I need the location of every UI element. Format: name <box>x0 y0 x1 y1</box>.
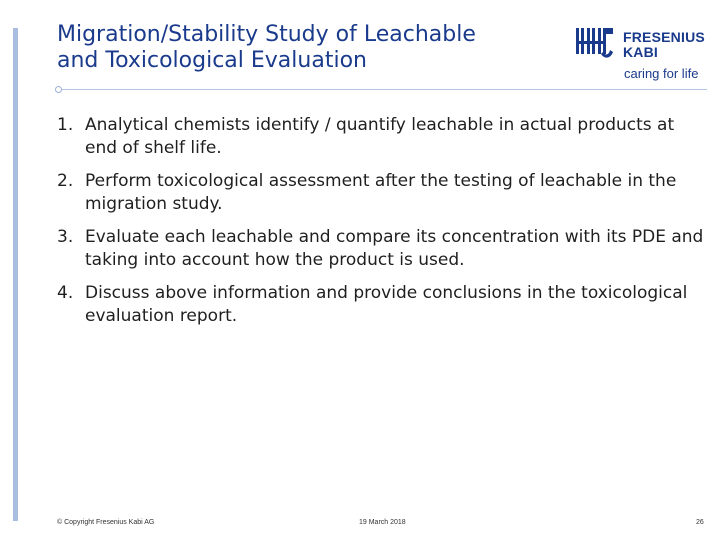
title-line-1: Migration/Stability Study of Leachable <box>57 22 476 47</box>
list-item-number: 2. <box>57 171 74 191</box>
logo-tagline: caring for life <box>624 66 699 81</box>
slide-title <box>57 22 557 74</box>
list-item <box>57 170 707 216</box>
list-item-text: Discuss above information and provide conclusions in the toxicological evaluation report. <box>85 283 688 326</box>
list-item-number: 3. <box>57 227 74 247</box>
numbered-list <box>57 114 707 338</box>
list-item-number: 1. <box>57 115 74 135</box>
fresenius-logo-icon <box>575 24 615 64</box>
title-line-2: and Toxicological Evaluation <box>57 48 367 73</box>
logo-brand-text <box>623 30 705 60</box>
fresenius-kabi-logo <box>575 24 715 84</box>
logo-brand-line-1: FRESENIUS <box>623 29 705 45</box>
list-item-text: Perform toxicological assessment after the testing of leachable in the migration study. <box>85 171 677 214</box>
title-divider <box>57 89 707 90</box>
logo-brand-line-2: KABI <box>623 44 659 60</box>
list-item <box>57 226 707 272</box>
list-item <box>57 114 707 160</box>
left-accent-bar <box>13 28 18 521</box>
list-item-text: Analytical chemists identify / quantify leachable in actual products at end of shelf life. <box>85 115 675 158</box>
footer-date: 19 March 2018 <box>359 519 406 526</box>
list-item <box>57 282 707 328</box>
footer-page-number: 26 <box>696 519 704 526</box>
list-item-text: Evaluate each leachable and compare its concentration with its PDE and taking into account how the product is used. <box>85 227 704 270</box>
list-item-number: 4. <box>57 283 74 303</box>
footer-copyright: © Copyright Fresenius Kabi AG <box>57 519 155 526</box>
divider-dot <box>55 86 62 93</box>
